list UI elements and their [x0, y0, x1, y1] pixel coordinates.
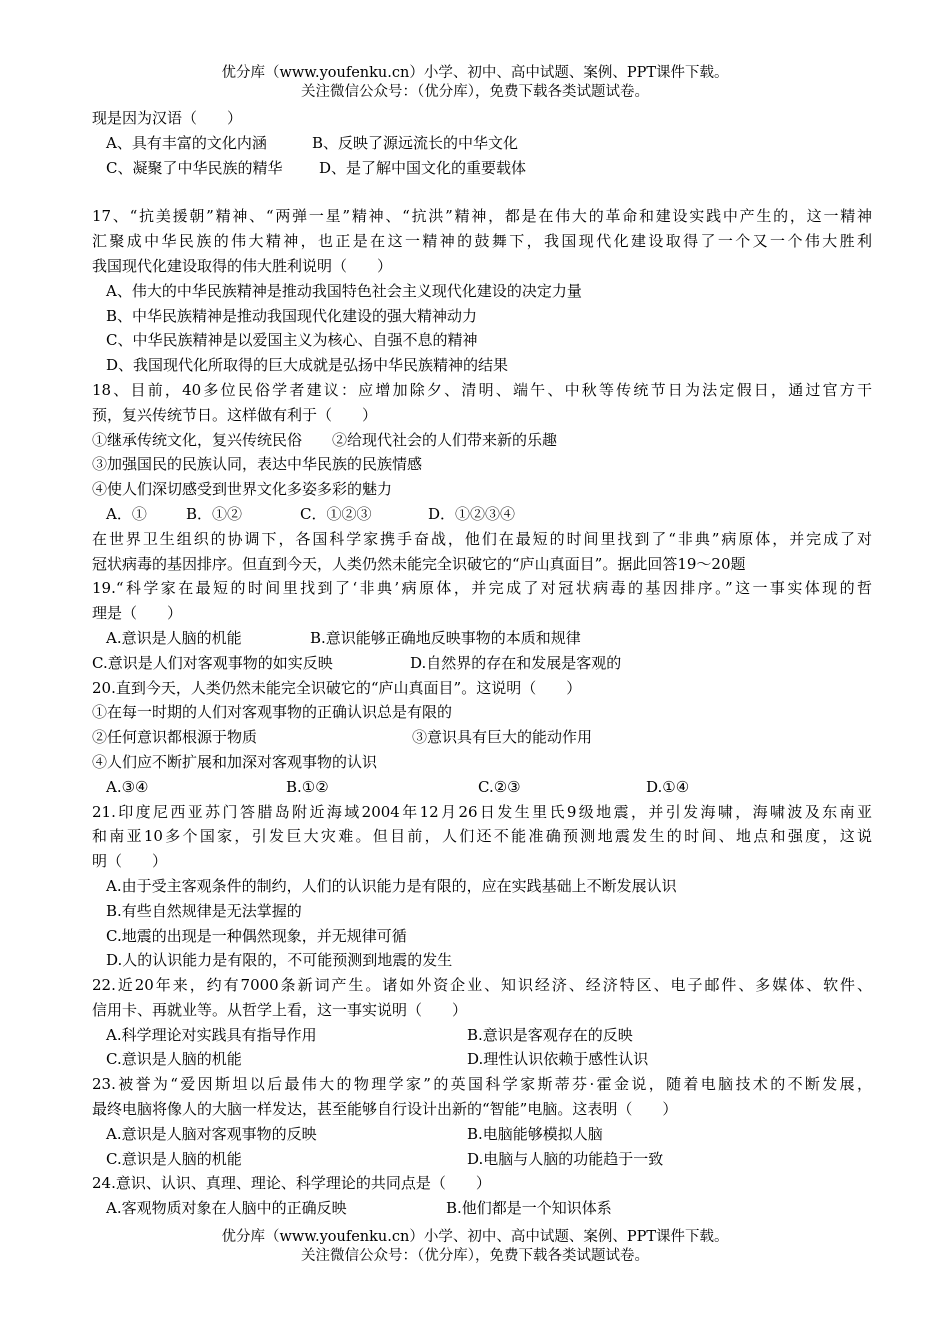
q24-options-ab: [92, 1196, 872, 1221]
q16-option-d: D、是了解中国文化的重要载体: [319, 158, 527, 177]
q18-statement-4: ④使人们深切感受到世界文化多姿多彩的魅力: [92, 480, 393, 499]
q16-option-b: B、反映了源远流长的中华文化: [312, 133, 519, 152]
q21-option-c: C.地震的出现是一种偶然现象，并无规律可循: [106, 926, 407, 945]
q17-stem-line-3: 我国现代化建设取得的伟大胜利说明（ ）: [92, 256, 393, 275]
q19-option-c: C.意识是人们对客观事物的如实反映: [92, 653, 333, 672]
q20-statement-1: ①在每一时期的人们对客观事物的正确认识总是有限的: [92, 703, 453, 722]
header-line-2: 关注微信公众号：（优分库），免费下载各类试题试卷。: [301, 84, 649, 100]
q23-options-ab: [92, 1122, 872, 1147]
q22-option-c: C.意识是人脑的机能: [106, 1050, 242, 1069]
q22-options-ab: [92, 1023, 872, 1048]
q18-statement-1-2: ①继承传统文化，复兴传统民俗 ②给现代社会的人们带来新的乐趣: [92, 430, 558, 449]
q22-options-cd: [92, 1047, 872, 1072]
q20-statements-2-3: [92, 725, 872, 750]
q21-option-d: D.人的认识能力是有限的，不可能预测到地震的发生: [106, 951, 453, 970]
q24-option-a: A.客观物质对象在人脑中的正确反映: [106, 1199, 347, 1218]
q21-stem-line-2: 和南亚10多个国家，引发巨大灾难。但目前，人们还不能准确预测地震发生的时间、地点和强度，这说: [92, 827, 872, 846]
q20-statement-4: ④人们应不断扩展和加深对客观事物的认识: [92, 752, 378, 771]
q21-option-b: B.有些自然规律是无法掌握的: [106, 901, 302, 920]
q19-stem-line-2: 理是（ ）: [92, 604, 183, 623]
footer-line-1: 优分库（www.youfenku.cn）小学、初中、高中试题、案例、PPT课件下载。: [221, 1229, 729, 1245]
q18-option-a: A．①: [106, 504, 147, 523]
q16-options-ab: [92, 131, 872, 156]
q17-option-c: C、中华民族精神是以爱国主义为核心、自强不息的精神: [106, 331, 478, 350]
q20-option-c: C.②③: [478, 777, 521, 796]
q19-option-a: A.意识是人脑的机能: [106, 628, 242, 647]
q19-options-ab: [92, 626, 872, 651]
q17-stem-line-2: 汇聚成中华民族的伟大精神，也正是在这一精神的鼓舞下，我国现代化建设取得了一个又一个伟大胜利: [92, 232, 872, 251]
q23-option-b: B.电脑能够模拟人脑: [467, 1124, 603, 1143]
q16-option-c: C、凝聚了中华民族的精华: [106, 158, 283, 177]
q21-option-a: A.由于受主客观条件的制约，人们的认识能力是有限的，应在实践基础上不断发展认识: [106, 876, 677, 895]
q16-option-a: A、具有丰富的文化内涵: [106, 133, 267, 152]
q23-option-a: A.意识是人脑对客观事物的反映: [106, 1124, 317, 1143]
q20-option-b: B.①②: [286, 777, 329, 796]
q21-stem-line-3: 明（ ）: [92, 852, 168, 871]
spacer: [92, 180, 872, 204]
q17-option-d: D、我国现代化所取得的巨大成就是弘扬中华民族精神的结果: [106, 356, 509, 375]
q22-option-b: B.意识是客观存在的反映: [467, 1025, 633, 1044]
q18-statement-3: ③加强国民的民族认同，表达中华民族的民族情感: [92, 455, 423, 474]
q18-option-b: B．①②: [186, 504, 243, 523]
q19-options-cd: [92, 651, 872, 676]
q24-stem: 24.意识、认识、真理、理论、科学理论的共同点是（ ）: [92, 1174, 491, 1193]
q18-options: [92, 502, 872, 527]
material-line-1: 在世界卫生组织的协调下，各国科学家携手奋战，他们在最短的时间里找到了“非典”病原体，并完成了对: [92, 529, 872, 548]
q22-stem-line-2: 信用卡、再就业等。从哲学上看，这一事实说明（ ）: [92, 1000, 468, 1019]
header-line-1: 优分库（www.youfenku.cn）小学、初中、高中试题、案例、PPT课件下载。: [221, 65, 729, 81]
q17-option-a: A、伟大的中华民族精神是推动我国特色社会主义现代化建设的决定力量: [106, 281, 582, 300]
q19-option-d: D.自然界的存在和发展是客观的: [410, 653, 622, 672]
q20-option-a: A.③④: [106, 777, 149, 796]
q16-options-cd: [92, 156, 872, 181]
q20-stem: 20.直到今天，人类仍然未能完全识破它的“庐山真面目”。这说明（ ）: [92, 678, 582, 697]
q16-stem: 现是因为汉语（ ）: [92, 109, 243, 127]
q24-option-b: B.他们都是一个知识体系: [446, 1199, 612, 1218]
q23-option-c: C.意识是人脑的机能: [106, 1149, 242, 1168]
q20-options: [92, 775, 872, 800]
q18-option-d: D．①②③④: [428, 504, 516, 523]
page-header: [0, 64, 950, 102]
q20-statement-3: ③意识具有巨大的能动作用: [412, 728, 593, 747]
q20-statement-2: ②任何意识都根源于物质: [92, 728, 258, 747]
q17-stem-line-1: 17、“抗美援朝”精神、“两弹一星”精神、“抗洪”精神，都是在伟大的革命和建设实践中产生的，这一精神: [92, 207, 872, 226]
q20-option-d: D.①④: [646, 777, 690, 796]
q23-stem-line-1: 23.被誉为“爱因斯坦以后最伟大的物理学家”的英国科学家斯蒂芬·霍金说，随着电脑技术的不断发展，: [92, 1075, 872, 1094]
q23-option-d: D.电脑与人脑的功能趋于一致: [467, 1149, 664, 1168]
q17-option-b: B、中华民族精神是推动我国现代化建设的强大精神动力: [106, 306, 478, 325]
footer-line-2: 关注微信公众号：（优分库），免费下载各类试题试卷。: [301, 1248, 649, 1264]
q23-stem-line-2: 最终电脑将像人的大脑一样发达，甚至能够自行设计出新的“智能”电脑。这表明（ ）: [92, 1100, 678, 1119]
q19-option-b: B.意识能够正确地反映事物的本质和规律: [310, 628, 581, 647]
q23-options-cd: [92, 1147, 872, 1172]
q21-stem-line-1: 21.印度尼西亚苏门答腊岛附近海域2004年12月26日发生里氏9级地震，并引发海啸，海啸波及东南亚: [92, 802, 872, 821]
q19-stem-line-1: 19.“科学家在最短的时间里找到了‘非典’病原体，并完成了对冠状病毒的基因排序。”这一事实体现的哲: [92, 579, 872, 598]
material-line-2: 冠状病毒的基因排序。但直到今天，人类仍然未能完全识破它的“庐山真面目”。据此回答19～20题: [92, 554, 746, 573]
q18-stem-line-1: 18、目前，40多位民俗学者建议：应增加除夕、清明、端午、中秋等传统节日为法定假日，通过官方干: [92, 380, 872, 399]
document-body: [92, 106, 872, 1221]
q18-stem-line-2: 预，复兴传统节日。这样做有利于（ ）: [92, 405, 378, 424]
page-footer: [0, 1228, 950, 1266]
q22-option-a: A.科学理论对实践具有指导作用: [106, 1025, 317, 1044]
q22-stem-line-1: 22.近20年来，约有7000条新词产生。诸如外资企业、知识经济、经济特区、电子邮件、多媒体、软件、: [92, 976, 872, 995]
q22-option-d: D.理性认识依赖于感性认识: [467, 1050, 649, 1069]
q18-option-c: C．①②③: [300, 504, 372, 523]
